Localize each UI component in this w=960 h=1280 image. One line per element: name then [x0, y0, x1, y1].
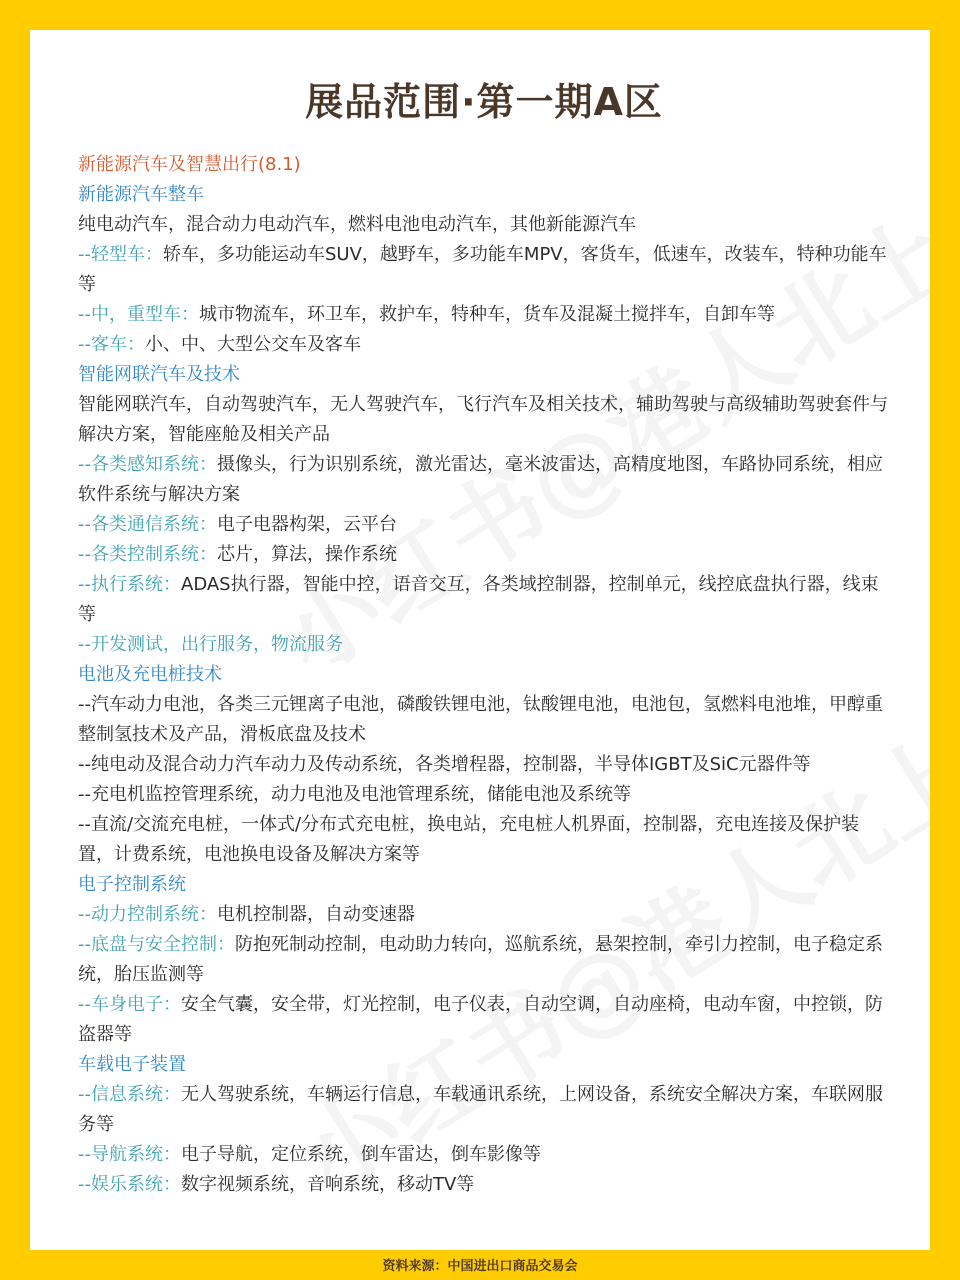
list-item: --充电机监控管理系统，动力电池及电池管理系统，储能电池及系统等 [78, 784, 631, 805]
list-item [78, 570, 890, 630]
section-heading-onboard-electronics: 车载电子装置 [78, 1054, 186, 1075]
item-text: 小、中、大型公交车及客车 [145, 334, 361, 355]
item-text: ADAS执行器，智能中控，语音交互，各类域控制器，控制单元，线控底盘执行器，线束等 [78, 574, 879, 625]
list-item: --纯电动及混合动力汽车动力及传动系统，各类增程器，控制器，半导体IGBT及SiC元器件等 [78, 754, 811, 775]
list-item: --直流/交流充电桩，一体式/分布式充电桩，换电站，充电桩人机界面，控制器，充电连接及保护装置，计费系统，电池换电设备及解决方案等 [78, 814, 860, 865]
list-item: 智能网联汽车，自动驾驶汽车，无人驾驶汽车，飞行汽车及相关技术，辅助驾驶与高级辅助驾驶套件与解决方案，智能座舱及相关产品 [78, 394, 888, 445]
item-text: 电子导航，定位系统，倒车雷达，倒车影像等 [181, 1144, 541, 1165]
list-item [78, 330, 890, 360]
item-tag: --娱乐系统： [78, 1174, 181, 1195]
page-title: 展品范围·第一期A区 [305, 80, 663, 124]
item-text: 电机控制器，自动变速器 [217, 904, 415, 925]
item-tag: --底盘与安全控制： [78, 934, 235, 955]
list-item [78, 1080, 890, 1140]
list-item: --汽车动力电池，各类三元锂离子电池，磷酸铁锂电池，钛酸锂电池，电池包，氢燃料电池堆，甲醇重整制氢技术及产品，滑板底盘及技术 [78, 694, 883, 745]
list-item [78, 300, 890, 330]
item-tag: --各类通信系统： [78, 514, 217, 535]
item-tag: --执行系统： [78, 574, 181, 595]
content-card [30, 30, 930, 1250]
section-heading-battery: 电池及充电桩技术 [78, 664, 222, 685]
item-tag: --导航系统： [78, 1144, 181, 1165]
item-tag: --车身电子： [78, 994, 181, 1015]
list-item [78, 1140, 890, 1170]
item-tag: --动力控制系统： [78, 904, 217, 925]
list-item [78, 540, 890, 570]
item-text: 城市物流车，环卫车，救护车，特种车，货车及混凝土搅拌车，自卸车等 [199, 304, 775, 325]
item-text: 数字视频系统，音响系统，移动TV等 [181, 1174, 475, 1195]
list-item [78, 1170, 890, 1200]
item-tag: --中，重型车： [78, 304, 199, 325]
item-text: 芯片，算法，操作系统 [217, 544, 397, 565]
section-heading-connected: 智能网联汽车及技术 [78, 364, 240, 385]
item-text: 安全气囊，安全带，灯光控制，电子仪表，自动空调，自动座椅，电动车窗，中控锁，防盗器等 [78, 994, 883, 1045]
list-item [78, 900, 890, 930]
item-text: 摄像头，行为识别系统，激光雷达，毫米波雷达，高精度地图，车路协同系统，相应软件系统与解决方案 [78, 454, 883, 505]
section-heading-electronic-control: 电子控制系统 [78, 874, 186, 895]
list-item [78, 240, 890, 300]
list-item: 纯电动汽车，混合动力电动汽车，燃料电池电动汽车，其他新能源汽车 [78, 214, 636, 235]
item-text: 防抱死制动控制，电动助力转向，巡航系统，悬架控制，牵引力控制，电子稳定系统，胎压监测等 [78, 934, 883, 985]
list-item [78, 990, 890, 1050]
list-item [78, 930, 890, 990]
item-text: 无人驾驶系统，车辆运行信息，车载通讯系统，上网设备，系统安全解决方案，车联网服务等 [78, 1084, 883, 1135]
list-item: --开发测试，出行服务，物流服务 [78, 634, 343, 655]
item-text: 电子电器构架，云平台 [217, 514, 397, 535]
item-tag: --各类感知系统： [78, 454, 217, 475]
list-item [78, 450, 890, 510]
item-tag: --各类控制系统： [78, 544, 217, 565]
item-tag: --轻型车： [78, 244, 163, 265]
section-heading-vehicles: 新能源汽车整车 [78, 184, 204, 205]
list-item [78, 510, 890, 540]
item-text: 轿车，多功能运动车SUV，越野车，多功能车MPV，客货车，低速车，改装车，特种功能车等 [78, 244, 887, 295]
category-heading: 新能源汽车及智慧出行(8.1) [78, 154, 301, 175]
source-footer: 资料来源：中国进出口商品交易会 [382, 1259, 578, 1274]
item-tag: --客车： [78, 334, 145, 355]
item-tag: --信息系统： [78, 1084, 181, 1105]
